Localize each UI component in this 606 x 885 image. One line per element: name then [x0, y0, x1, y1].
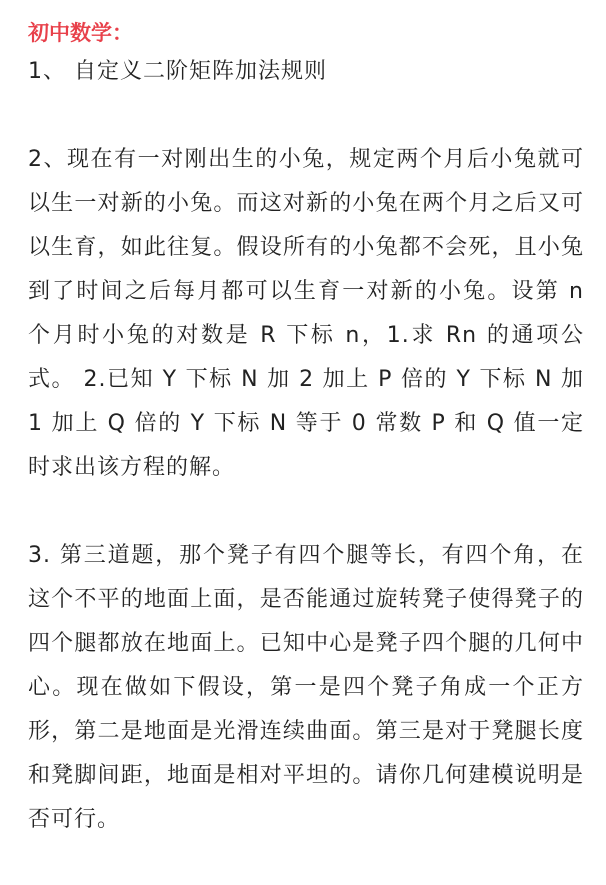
- paragraph-gap: [28, 94, 584, 138]
- paragraph-gap: [28, 490, 584, 534]
- problem-2: 2、现在有一对刚出生的小兔，规定两个月后小兔就可以生一对新的小兔。而这对新的小兔在两个月之后又可以生育，如此往复。假设所有的小兔都不会死，且小兔到了时间之后每月都可以生育一对新的小兔。设第 n 个月时小兔的对数是 R 下标 n，1.求 Rn 的通项公式。 2.已知 Y 下标 N 加 2 加上 P 倍的 Y 下标 N 加 1 加上 Q 倍的 Y 下标 N 等于 0 常数 P 和 Q 值一定时求出该方程的解。: [28, 147, 584, 480]
- section-heading: 初中数学：: [28, 21, 133, 45]
- problem-1: 1、 自定义二阶矩阵加法规则: [28, 59, 327, 84]
- problem-3: 3. 第三道题，那个凳子有四个腿等长，有四个角，在这个不平的地面上面，是否能通过旋转凳子使得凳子的四个腿都放在地面上。已知中心是凳子四个腿的几何中心。现在做如下假设，第一是四个凳子角成一个正方形，第二是地面是光滑连续曲面。第三是对于凳腿长度和凳脚间距，地面是相对平坦的。请你几何建模说明是否可行。: [28, 543, 584, 832]
